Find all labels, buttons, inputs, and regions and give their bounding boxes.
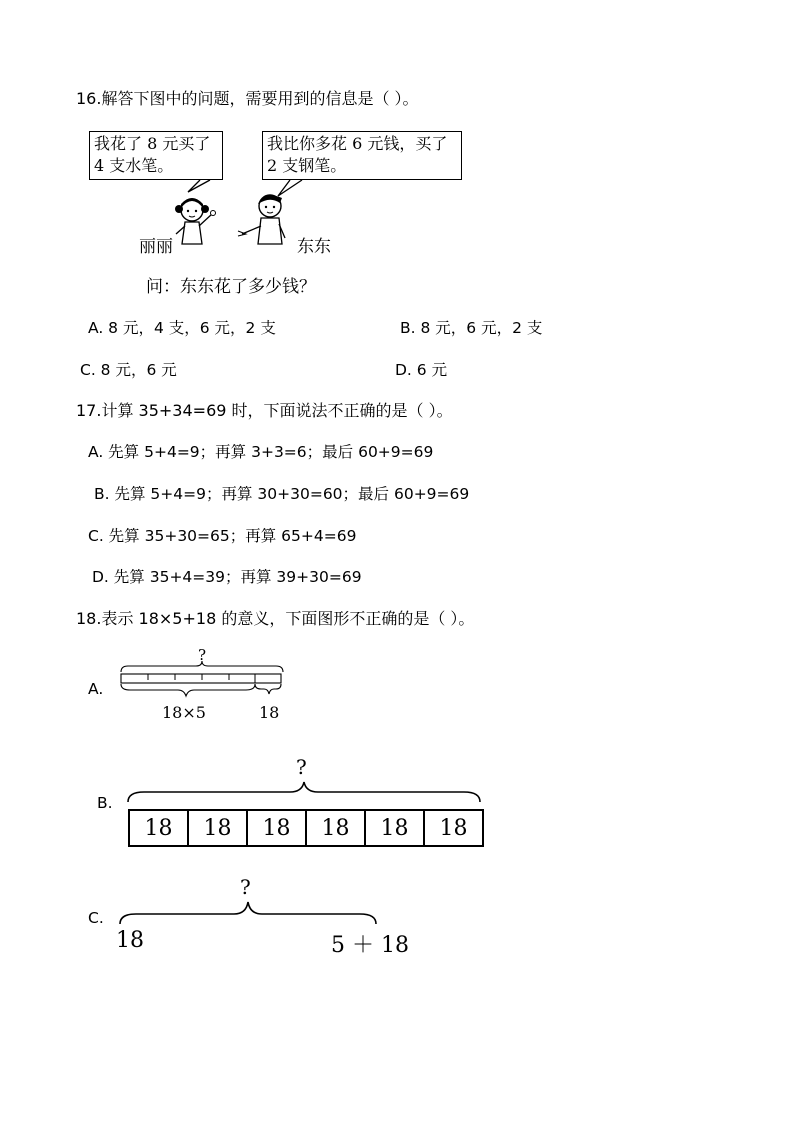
fig-b-top-brace bbox=[122, 778, 486, 808]
fig-c-label[interactable]: C. bbox=[88, 909, 104, 927]
fig-b-cell-row bbox=[128, 809, 484, 847]
speech-bubble-lili: 我花了 8 元买了 4 支水笔。 bbox=[89, 131, 223, 180]
fig-a-right-label: 18 bbox=[259, 703, 280, 722]
q17-option-a[interactable]: A. 先算 5+4=9；再算 3+3=6；最后 60+9=69 bbox=[88, 443, 434, 461]
bubble-tail-dongdong bbox=[278, 180, 302, 196]
boy-figure bbox=[238, 195, 285, 244]
speech-bubble-dongdong: 我比你多花 6 元钱，买了 2 支钢笔。 bbox=[262, 131, 462, 180]
fig-a-bar bbox=[121, 674, 281, 683]
fig-b-label[interactable]: B. bbox=[97, 794, 113, 812]
girl-figure bbox=[175, 198, 216, 244]
q16-question: 问：东东花了多少钱？ bbox=[146, 277, 316, 297]
fig-a-question-mark: ? bbox=[198, 646, 207, 664]
fig-b-cell: 18 bbox=[439, 815, 468, 841]
name-dongdong: 东东 bbox=[297, 237, 331, 257]
q17-option-c[interactable]: C. 先算 35+30=65；再算 65+4=69 bbox=[88, 527, 357, 545]
fig-a-bottom-brace-right bbox=[255, 684, 281, 694]
fig-b-cell: 18 bbox=[366, 811, 425, 845]
fig-b-cell: 18 bbox=[307, 811, 366, 845]
fig-a-label[interactable]: A. bbox=[88, 680, 104, 698]
fig-c-left-label: 18 bbox=[116, 928, 144, 953]
q16-option-c[interactable]: C. 8 元，6 元 bbox=[80, 361, 177, 379]
bubble-tail-lili bbox=[188, 180, 210, 192]
name-lili: 丽丽 bbox=[139, 237, 173, 257]
fig-b-cell: 18 bbox=[130, 811, 189, 845]
q16-option-a[interactable]: A. 8 元，4 支，6 元，2 支 bbox=[88, 319, 276, 337]
fig-b-question-mark: ? bbox=[296, 755, 307, 779]
q16-stem: 16.解答下图中的问题，需要用到的信息是（ ）。 bbox=[76, 89, 419, 108]
fig-a-left-label: 18×5 bbox=[162, 703, 206, 722]
fig-c-right-label: 5 ＋ 18 bbox=[331, 933, 409, 958]
fig-c-top-brace bbox=[116, 898, 382, 928]
fig-a-top-brace bbox=[121, 661, 283, 672]
q17-option-b[interactable]: B. 先算 5+4=9；再算 30+30=60；最后 60+9=69 bbox=[94, 485, 470, 503]
q17-option-d[interactable]: D. 先算 35+4=39；再算 39+30=69 bbox=[92, 568, 362, 586]
q18-stem: 18.表示 18×5+18 的意义，下面图形不正确的是（ ）。 bbox=[76, 609, 475, 628]
fig-a-segment-diagram bbox=[118, 660, 288, 698]
q16-option-d[interactable]: D. 6 元 bbox=[395, 361, 448, 379]
q16-option-b[interactable]: B. 8 元，6 元，2 支 bbox=[400, 319, 543, 337]
q17-stem: 17.计算 35+34=69 时，下面说法不正确的是（ ）。 bbox=[76, 401, 453, 420]
fig-c-question-mark: ? bbox=[240, 875, 251, 899]
fig-a-bottom-brace-left bbox=[121, 684, 255, 696]
fig-b-cell: 18 bbox=[189, 811, 248, 845]
fig-b-cell: 18 bbox=[248, 811, 307, 845]
